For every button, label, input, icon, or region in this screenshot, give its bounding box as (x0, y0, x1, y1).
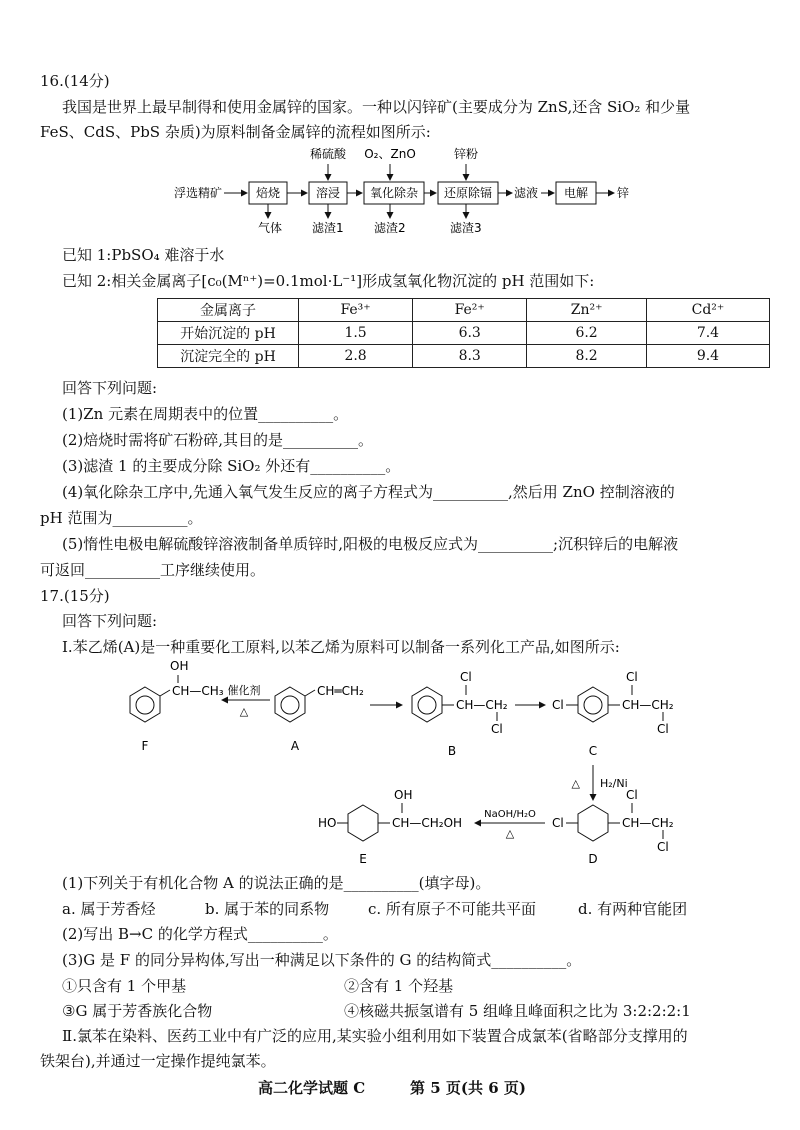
table-cell: 8.3 (413, 345, 527, 368)
compound-d (552, 788, 674, 865)
flow-in-acid: 稀硫酸 (309, 147, 347, 161)
svg-text:CH═CH₂: CH═CH₂ (317, 684, 364, 698)
q17-sub1: (1)下列关于有机化合物 A 的说法正确的是__________(填字母)。 (62, 874, 491, 892)
svg-text:Cl: Cl (626, 670, 638, 684)
reaction-scheme (0, 655, 800, 865)
flow-step-leach: 溶浸 (315, 186, 341, 200)
table-cell: 金属离子 (158, 299, 299, 322)
q17-option-b: b. 属于苯的同系物 (205, 900, 330, 918)
compound-c (552, 670, 674, 758)
svg-text:Cl: Cl (657, 840, 669, 854)
svg-text:Cl: Cl (460, 670, 472, 684)
ph-table (157, 298, 770, 368)
compound-f (130, 659, 224, 753)
table-cell: 9.4 (646, 345, 769, 368)
q17-option-a: a. 属于芳香烃 (62, 900, 156, 918)
svg-text:CH—CH₂: CH—CH₂ (622, 698, 674, 712)
table-cell: 6.2 (527, 322, 647, 345)
flow-out-residue1: 滤渣1 (312, 221, 344, 235)
table-cell: 2.8 (299, 345, 413, 368)
q17-cond-1: ①只含有 1 个甲基 (62, 977, 187, 995)
footer-page: 第 5 页(共 6 页) (410, 1079, 526, 1097)
label-b: B (447, 744, 457, 758)
q16-known2: 已知 2:相关金属离子[c₀(Mⁿ⁺)=0.1mol·L⁻¹]形成氢氧化物沉淀的 pH 范围如下: (62, 272, 595, 290)
cond-heat-2: △ (571, 777, 580, 790)
q16-sub5-line2: 可返回__________工序继续使用。 (40, 561, 266, 579)
svg-text:OH: OH (170, 659, 189, 673)
q17-part2-line1: Ⅱ.氯苯在染料、医药工业中有广泛的应用,某实验小组利用如下装置合成氯苯(省略部分支撑用的 (62, 1027, 688, 1045)
compound-e (318, 788, 462, 865)
flow-in-zinc-powder: 锌粉 (453, 147, 479, 161)
flow-start-label: 浮选精矿 (174, 186, 223, 200)
label-f: F (141, 739, 149, 753)
cond-catalyst: 催化剂 (227, 684, 261, 697)
q17-sub3: (3)G 是 F 的同分异构体,写出一种满足以下条件的 G 的结构简式__________。 (62, 951, 582, 969)
flow-filtrate: 滤液 (514, 186, 539, 200)
flow-out-residue3: 滤渣3 (450, 221, 482, 235)
q16-sub5-line1: (5)惰性电极电解硫酸锌溶液制备单质锌时,阳极的电极反应式为__________;沉积锌后的电解液 (62, 535, 679, 553)
label-c: C (588, 744, 598, 758)
table-cell: 6.3 (413, 322, 527, 345)
table-cell: 8.2 (527, 345, 647, 368)
flow-step-reduce: 还原除镉 (443, 186, 493, 200)
table-cell: 沉淀完全的 pH (158, 345, 299, 368)
q17-cond-4: ④核磁共振氢谱有 5 组峰且峰面积之比为 3:2:2:2:1 (344, 1002, 691, 1020)
compound-b (412, 670, 508, 758)
q16-known1: 已知 1:PbSO₄ 难溶于水 (62, 246, 225, 264)
footer-title: 高二化学试题 C (258, 1079, 366, 1097)
flow-end: 锌 (617, 186, 630, 200)
label-d: D (588, 852, 598, 865)
q16-sub4-line1: (4)氧化除杂工序中,先通入氧气发生反应的离子方程式为__________,然后用 ZnO 控制溶液的 (62, 483, 675, 501)
q17-sub2: (2)写出 B→C 的化学方程式__________。 (62, 925, 338, 943)
label-a: A (290, 739, 300, 753)
flow-step-roast: 焙烧 (255, 186, 281, 200)
label-e: E (359, 852, 367, 865)
svg-text:Cl: Cl (552, 698, 564, 712)
svg-text:OH: OH (394, 788, 413, 802)
svg-text:Cl: Cl (626, 788, 638, 802)
q17-cond-3: ③G 属于芳香族化合物 (62, 1002, 213, 1020)
q17-option-d: d. 有两种官能团 (578, 900, 688, 918)
table-cell: Zn²⁺ (527, 299, 647, 322)
flow-in-o2-zno: O₂、ZnO (364, 147, 416, 161)
q17-part2-line2: 铁架台),并通过一定操作提纯氯苯。 (40, 1052, 276, 1070)
table-cell: 开始沉淀的 pH (158, 322, 299, 345)
table-header-row (158, 299, 770, 322)
compound-a (275, 684, 364, 753)
q17-option-c: c. 所有原子不可能共平面 (368, 900, 536, 918)
svg-text:CH—CH₂: CH—CH₂ (456, 698, 508, 712)
cond-heat-1: △ (239, 705, 249, 718)
q16-sub2: (2)焙烧时需将矿石粉碎,其目的是__________。 (62, 431, 374, 449)
flow-step-electrolysis: 电解 (563, 186, 589, 200)
table-row (158, 322, 770, 345)
q16-intro-line1: 我国是世界上最早制得和使用金属锌的国家。一种以闪锌矿(主要成分为 ZnS,还含 SiO₂ 和少量 (62, 98, 691, 116)
table-cell: Fe³⁺ (299, 299, 413, 322)
cond-naoh: NaOH/H₂O (484, 809, 536, 820)
table-cell: 7.4 (646, 322, 769, 345)
svg-text:CH—CH₂OH: CH—CH₂OH (392, 816, 463, 830)
table-cell: Cd²⁺ (646, 299, 769, 322)
svg-text:CH—CH₂: CH—CH₂ (622, 816, 674, 830)
svg-text:Cl: Cl (552, 816, 564, 830)
flow-step-oxidize: 氧化除杂 (369, 186, 419, 200)
cond-heat-3: △ (505, 827, 515, 840)
q17-answer-prompt: 回答下列问题: (62, 612, 158, 630)
q17-cond-2: ②含有 1 个羟基 (344, 977, 454, 995)
q16-sub4-line2: pH 范围为__________。 (40, 509, 203, 527)
q16-header: 16.(14分) (40, 72, 110, 90)
q16-sub3: (3)滤渣 1 的主要成分除 SiO₂ 外还有__________。 (62, 457, 401, 475)
cond-h2-ni: H₂/Ni (600, 777, 628, 790)
q17-part1: Ⅰ.苯乙烯(A)是一种重要化工原料,以苯乙烯为原料可以制备一系列化工产品,如图所示: (62, 638, 620, 656)
svg-text:Cl: Cl (491, 722, 503, 736)
q16-intro-line2: FeS、CdS、PbS 杂质)为原料制备金属锌的流程如图所示: (40, 123, 431, 141)
q16-answer-prompt: 回答下列问题: (62, 379, 158, 397)
svg-text:Cl: Cl (657, 722, 669, 736)
flow-out-residue2: 滤渣2 (374, 221, 406, 235)
q16-sub1: (1)Zn 元素在周期表中的位置__________。 (62, 405, 349, 423)
svg-text:CH—CH₃: CH—CH₃ (172, 684, 224, 698)
flow-out-gas: 气体 (258, 221, 283, 235)
svg-text:HO: HO (318, 816, 337, 830)
q17-header: 17.(15分) (40, 587, 110, 605)
table-cell: Fe²⁺ (413, 299, 527, 322)
table-cell: 1.5 (299, 322, 413, 345)
table-row (158, 345, 770, 368)
